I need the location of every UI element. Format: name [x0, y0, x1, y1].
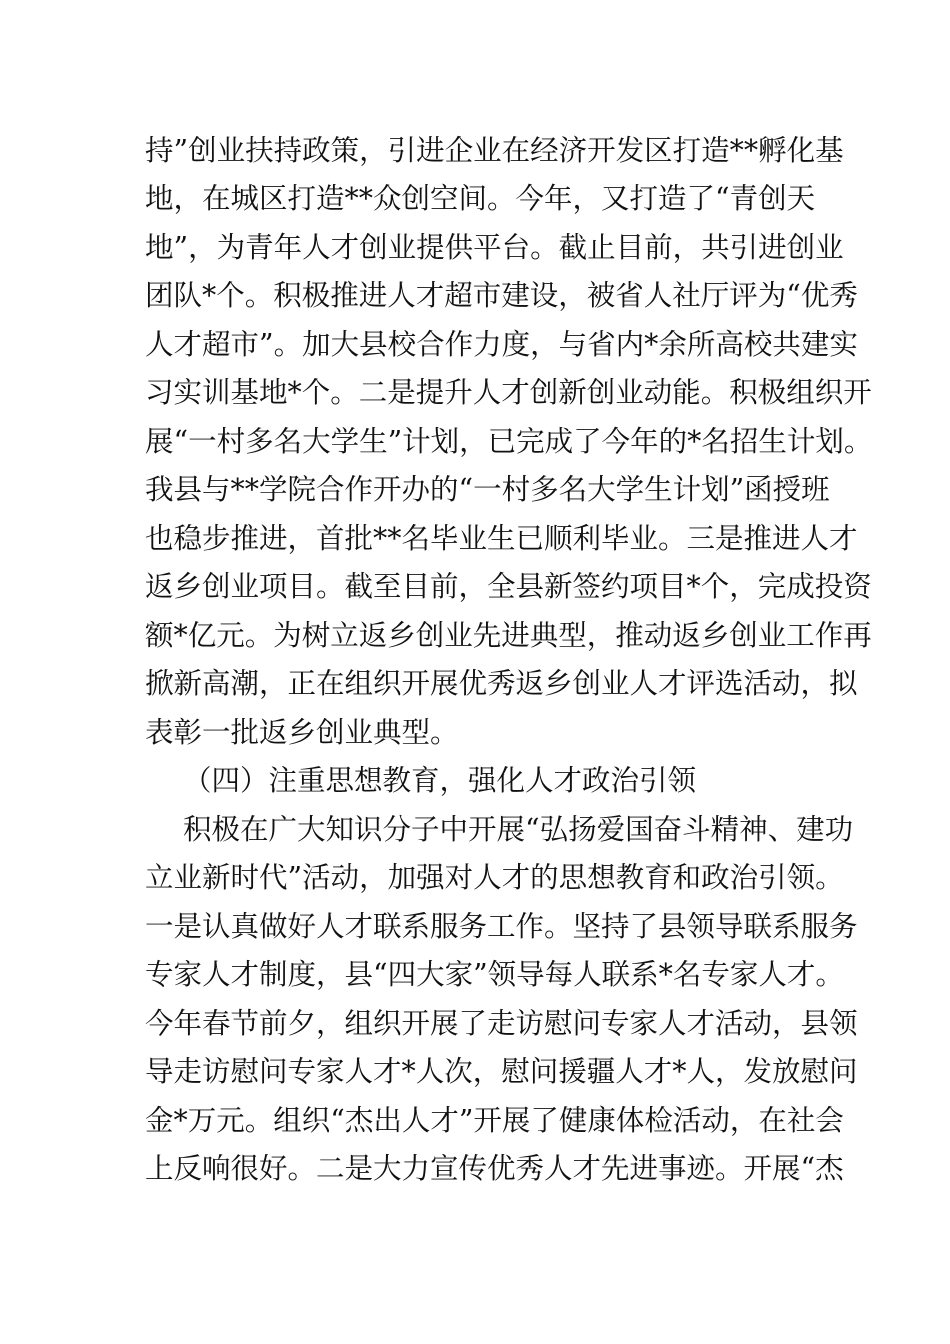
text-line: 我县与**学院合作开办的“一村多名大学生计划”函授班: [145, 473, 830, 506]
text-line: 今年春节前夕，组织开展了走访慰问专家人才活动，县领: [145, 1007, 858, 1040]
text-line: 额*亿元。为树立返乡创业先进典型，推动返乡创业工作再: [145, 619, 872, 652]
text-line: 表彰一批返乡创业典型。: [145, 716, 459, 749]
text-line: 专家人才制度，县“四大家”领导每人联系*名专家人才。: [145, 958, 844, 991]
text-line: 返乡创业项目。截至目前，全县新签约项目*个，完成投资: [145, 570, 872, 603]
text-line: 一是认真做好人才联系服务工作。坚持了县领导联系服务: [145, 910, 858, 943]
text-line: 积极在广大知识分子中开展“弘扬爱国奋斗精神、建功: [183, 813, 854, 846]
text-line: 持”创业扶持政策，引进企业在经济开发区打造**孵化基: [145, 134, 844, 167]
text-line: 展“一村多名大学生”计划，已完成了今年的*名招生计划。: [145, 425, 873, 458]
text-line: 人才超市”。加大县校合作力度，与省内*余所高校共建实: [145, 328, 858, 361]
text-line: 导走访慰问专家人才*人次，慰问援疆人才*人，发放慰问: [145, 1055, 858, 1088]
text-line: 习实训基地*个。二是提升人才创新创业动能。积极组织开: [145, 376, 872, 409]
text-line: 金*万元。组织“杰出人才”开展了健康体检活动，在社会: [145, 1104, 844, 1137]
text-line: 上反响很好。二是大力宣传优秀人才先进事迹。开展“杰: [145, 1152, 844, 1185]
text-line: 也稳步推进，首批**名毕业生已顺利毕业。三是推进人才: [145, 522, 858, 555]
text-line: 地，在城区打造**众创空间。今年，又打造了“青创天: [145, 182, 816, 215]
text-line: 掀新高潮，正在组织开展优秀返乡创业人才评选活动，拟: [145, 667, 858, 700]
text-line: 团队*个。积极推进人才超市建设，被省人社厅评为“优秀: [145, 279, 858, 312]
text-line: 立业新时代”活动，加强对人才的思想教育和政治引领。: [145, 861, 844, 894]
section-heading: （四）注重思想教育，强化人才政治引领: [183, 764, 697, 797]
text-line: 地”，为青年人才创业提供平台。截止目前，共引进创业: [145, 231, 844, 264]
